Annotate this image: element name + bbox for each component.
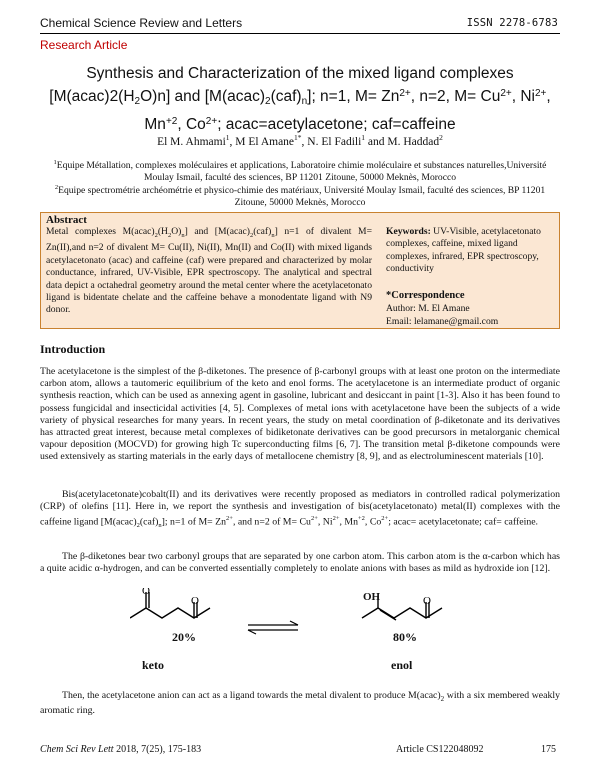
enol-chain [362,608,442,618]
title-line-1: Synthesis and Characterization of the mixed ligand complexes [86,65,514,82]
author-3-affil: 1 [361,133,366,142]
enol-label: enol [391,658,413,672]
intro-paragraph-2: Bis(acetylacetonate)cobalt(II) and its derivatives were recently proposed as mediators in controlled radical polymerization (CRP) of olefins [11]. Here in, we report the synthesis and investigation of bis(acetylacetonato) metal(II) complexes with the caffeine ligand $[M(acac)_2(caf)_n]$; n=1 of $M= Zn^{2+}$, and n=2 of $M= Cu^{2+}$, $Ni^{2+}$, $Mn^{+2}$, $Co^{2+}$; acac= acetylacetonate; caf= caffeine. [40,489,560,530]
keto-o-1: O [142,588,150,597]
journal-name: Chemical Science Review and Letters [40,16,243,30]
author-3: N. El Fadili [307,135,362,148]
article-type: Research Article [40,38,128,52]
page-number: 175 [541,744,556,755]
author-2: M El Amane [235,135,295,148]
author-4-affil: 2 [439,133,443,142]
enol-o: O [423,595,431,607]
affiliation-1: $^1$Equipe Métallation, complexes moléculaires et applications, Laboratoire chimie moléculaire et substances naturelles,Université Moulay Ismail, faculté des sciences, BP 11201 Zitoune, 50000 Meknès, Morocco [53,159,547,184]
introduction-heading: Introduction [40,342,106,356]
author-4: M. Haddad [387,135,440,148]
abstract-heading: Abstract [46,214,87,226]
author-sep: and [365,135,388,148]
author-sep: , [301,135,308,148]
correspondence-author: Author: M. El Amane [386,303,470,314]
footer-article-id: Article CS122048092 [396,744,484,755]
footer-citation: Chem Sci Rev Lett 2018, 7(25), 175-183 [40,744,202,755]
intro-paragraph-4: Then, the acetylacetone anion can act as a ligand towards the metal divalent to produce $M(acac)_2$ with a six membered weakly aromatic ring. [40,690,560,717]
author-1-affil: 1 [225,133,230,142]
author-sep: , [229,135,236,148]
enol-percent: 80% [393,630,417,644]
correspondence-email[interactable]: Email: lelamane@gmail.com [386,316,499,327]
intro-paragraph-1: The acetylacetone is the simplest of the β-diketones. The presence of β-carbonyl groups with at least one proton on the intermediate carbon atom, allows a tautomeric equilibrium of the keto and enol forms. The acetylacetone is an intermediate product of organic synthesis reaction, which can be used as annexing agent in gasoline, lubricant and desiccant in paint [1-3]. Also it has been found to possess fungicidal and insecticidal activities [4, 5]. Complexes of metal ions with acetylacetone have been the subjects of a wide variety of physical researches for many years. In recent years, the study on metal coordination of β-diketonate and its derivatives has attracted great interest, because metal complexes of bidiketonate derivatives can be good precursors in metalorganic chemical vapour deposition (MOCVD) for growing high Tc superconducting films [6, 7]. The transition metal β-diketone compounds were used extensively as starting materials in the early days of metallocene chemistry [8, 9], and as electroluminescent materials [10]. [40,366,560,463]
enol-double-bond [380,610,396,620]
title-line-3: $Mn^{+2}$, $Co^{2+}$; acac=acetylacetone; caf=caffeine [144,116,456,133]
affiliation-2: $^2$Equipe spectrométrie archéométrie et physico-chimie des matériaux, Université Moulay Ismail, faculté des sciences, BP 11201 Zitoune, 50000 Meknès, Morocco [54,184,546,209]
abstract-text: Metal complexes $M(acac)_2(H_2O)_n$] and $[M(acac)_2(caf)_n]$ n=1 of divalent M= Zn(II),and n=2 of divalent M= Cu(II), Ni(II), Mn(II) and Co(II) with mixed ligands acetylacetonato (acac) and caffeine (caf) were prepared and characterized by molar conductance, infrared, UV-Visible, EPR spectroscopy. The analytical and spectral data depict a octahedral geometry around the metal center where the acetylacetonato ligand is bidentate chelate and the caffeine behave a monodentate ligand with N9 donor. [46,226,372,316]
issn: ISSN 2278-6783 [466,17,558,29]
keto-chain [130,608,210,618]
title-line-2: $[M(acac)2(H_2O)n]$ and $[M(acac)_2(caf)_n]$; n=1, $M= Zn^{2+}$, n=2, $M= Cu^{2+}$, $Ni^{2+}$, [49,88,551,107]
article-title [40,64,560,135]
intro-paragraph-3: The β-diketones bear two carbonyl groups that are separated by one carbon atom. This carbon atom is the α-carbon which has a quite acidic α-hydrogen, and can be converted essentially completely to enolate anions with bases as mild as hydroxide ion [12]. [40,551,560,575]
keto-o-2: O [191,595,199,607]
enol-oh-label: OH [363,591,381,603]
correspondence-heading: *Correspondence [386,290,465,301]
keywords: Keywords: UV-Visible, acetylacetonato complexes, caffeine, mixed ligand complexes, infrared, EPR spectroscopy, conductivity [386,226,541,275]
equilibrium-arrows [248,621,298,634]
keto-label: keto [142,658,164,672]
header-rule [40,33,560,34]
keto-percent: 20% [172,630,196,644]
author-list [40,133,560,148]
author-1: El M. Ahmami [157,135,226,148]
author-2-affil: 1* [294,133,302,142]
